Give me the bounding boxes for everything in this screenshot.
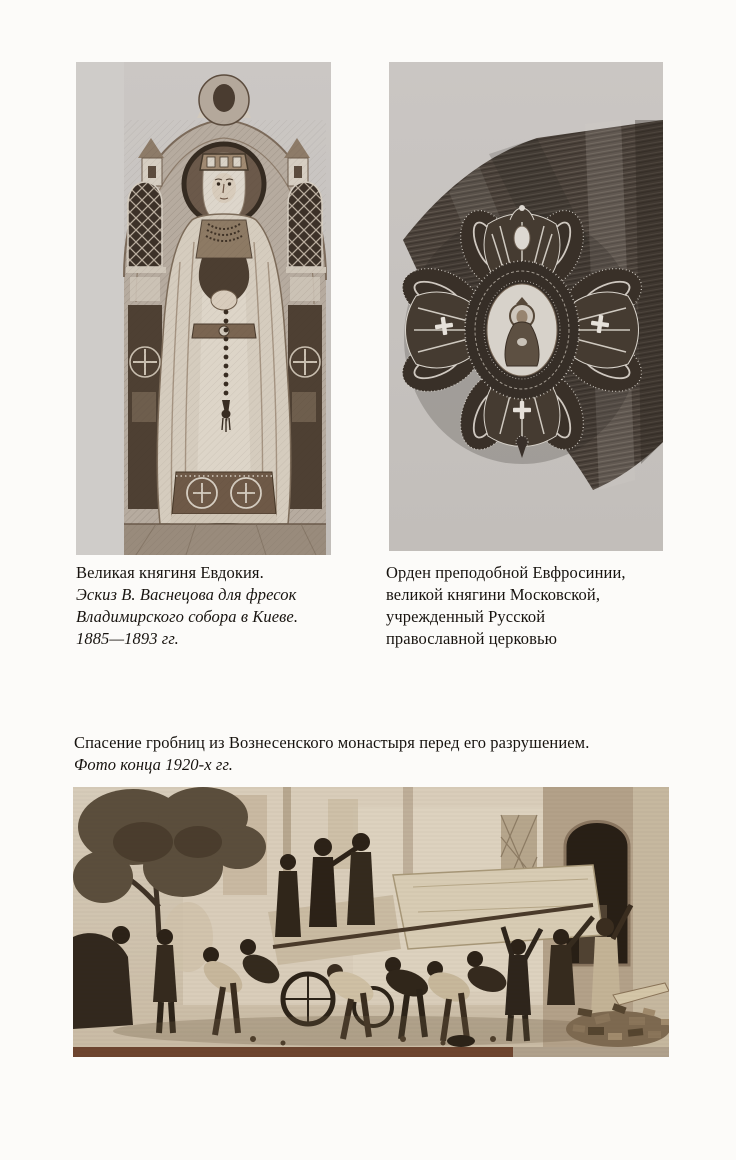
caption-evdokia-line4: 1885—1893 гг.: [76, 629, 179, 648]
caption-order-line3: учрежденный Русской: [386, 607, 546, 626]
caption-order: [386, 562, 686, 650]
caption-rescue-line1: Спасение гробниц из Вознесенского монастыря перед его разрушением.: [74, 733, 590, 752]
rescue-photo-image: [73, 787, 669, 1057]
evdokia-sketch-image: [76, 62, 331, 555]
caption-rescue-line2: Фото конца 1920-х гг.: [74, 755, 233, 774]
figure-evdokia-sketch: [76, 62, 331, 555]
caption-order-line1: Орден преподобной Евфросинии,: [386, 563, 626, 582]
caption-order-line4: православной церковью: [386, 629, 558, 648]
caption-evdokia: [76, 562, 376, 650]
caption-evdokia-line2: Эскиз В. Васнецова для фресок: [76, 585, 297, 604]
caption-evdokia-line1: Великая княгиня Евдокия.: [76, 563, 264, 582]
caption-order-line2: великой княгини Московской,: [386, 585, 601, 604]
top-oval: [514, 226, 530, 250]
caption-evdokia-line3: Владимирского собора в Киеве.: [76, 607, 299, 626]
figure-order-photo: [389, 62, 663, 551]
caption-rescue: [74, 732, 699, 776]
figure-rescue-photo: [73, 787, 669, 1057]
order-photo-image: [389, 62, 663, 551]
